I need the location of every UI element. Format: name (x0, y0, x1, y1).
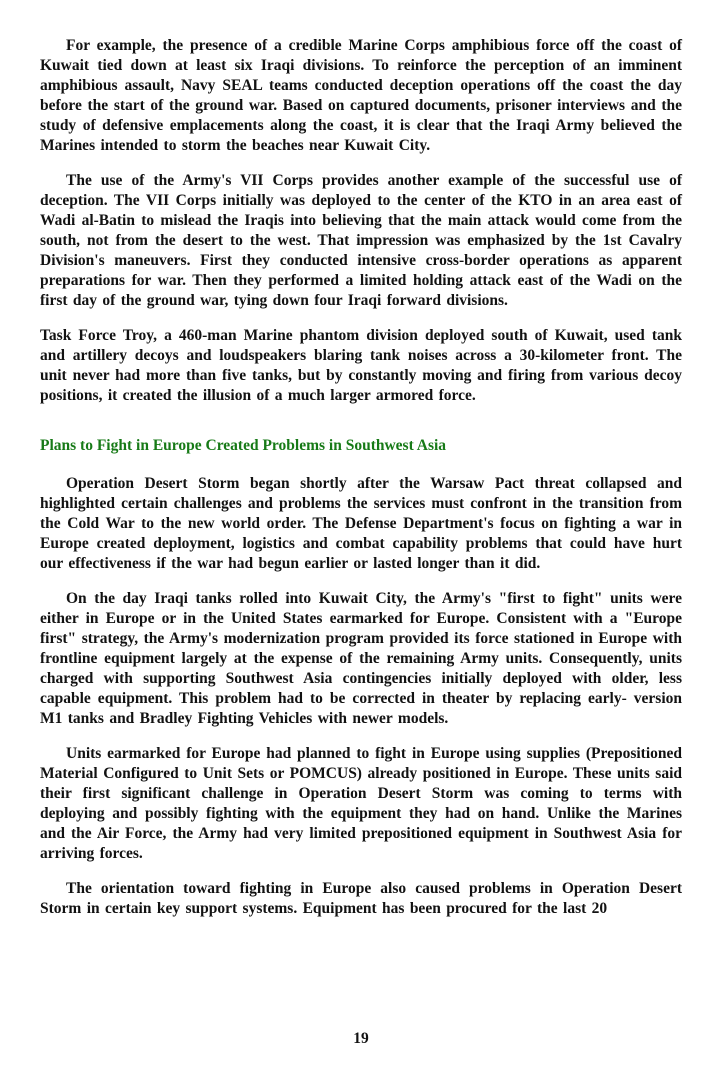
body-paragraph: Operation Desert Storm began shortly after the Warsaw Pact threat collapsed and highlighted certain challenges and problems the services must confront in the transition from the Cold War to the new world order. The Defense Department's focus on fighting a war in Europe created deployment, logistics and combat capability problems that could have hurt our effectiveness if the war had begun earlier or lasted longer than it did. (40, 475, 682, 572)
body-paragraph: For example, the presence of a credible Marine Corps amphibious force off the coast of Kuwait tied down at least six Iraqi divisions. To reinforce the perception of an imminent amphibious assault, Navy SEAL teams conducted deception operations off the coast the day before the start of the ground war. Based on captured documents, prisoner interviews and the study of defensive emplacements along the coast, it is clear that the Iraqi Army believed the Marines intended to storm the beaches near Kuwait City. (40, 37, 682, 154)
body-paragraph: Task Force Troy, a 460-man Marine phantom division deployed south of Kuwait, used tank and artillery decoys and loudspeakers blaring tank noises across a 30-kilometer front. The unit never had more than five tanks, but by constantly moving and firing from various decoy positions, it created the illusion of a much larger armored force. (40, 327, 682, 404)
page-number: 19 (353, 1030, 369, 1047)
body-paragraph: Units earmarked for Europe had planned to fight in Europe using supplies (Prepositioned Material Configured to Unit Sets or POMCUS) already positioned in Europe. These units said their first significant challenge in Operation Desert Storm was coming to terms with deploying and possibly fighting with the equipment they had on hand. Unlike the Marines and the Air Force, the Army had very limited prepositioned equipment in Southwest Asia for arriving forces. (40, 745, 682, 862)
section-heading: Plans to Fight in Europe Created Problems in Southwest Asia (40, 437, 447, 454)
body-paragraph: On the day Iraqi tanks rolled into Kuwait City, the Army's "first to fight" units were either in Europe or in the United States earmarked for Europe. Consistent with a "Europe first" strategy, the Army's modernization program provided its force stationed in Europe with frontline equipment largely at the expense of the remaining Army units. Consequently, units charged with supporting Southwest Asia contingencies initially deployed with older, less capable equipment. This problem had to be corrected in theater by replacing early- version M1 tanks and Bradley Fighting Vehicles with newer models. (40, 590, 682, 727)
body-paragraph: The orientation toward fighting in Europe also caused problems in Operation Desert Storm in certain key support systems. Equipment has been procured for the last 20 (40, 880, 682, 917)
body-paragraph: The use of the Army's VII Corps provides another example of the successful use of deception. The VII Corps initially was deployed to the center of the KTO in an area east of Wadi al-Batin to mislead the Iraqis into believing that the main attack would come from the south, not from the desert to the west. That impression was emphasized by the 1st Cavalry Division's maneuvers. First they conducted intensive cross-border operations as apparent preparations for war. Then they performed a limited holding attack east of the Wadi on the first day of the ground war, tying down four Iraqi forward divisions. (40, 172, 682, 309)
